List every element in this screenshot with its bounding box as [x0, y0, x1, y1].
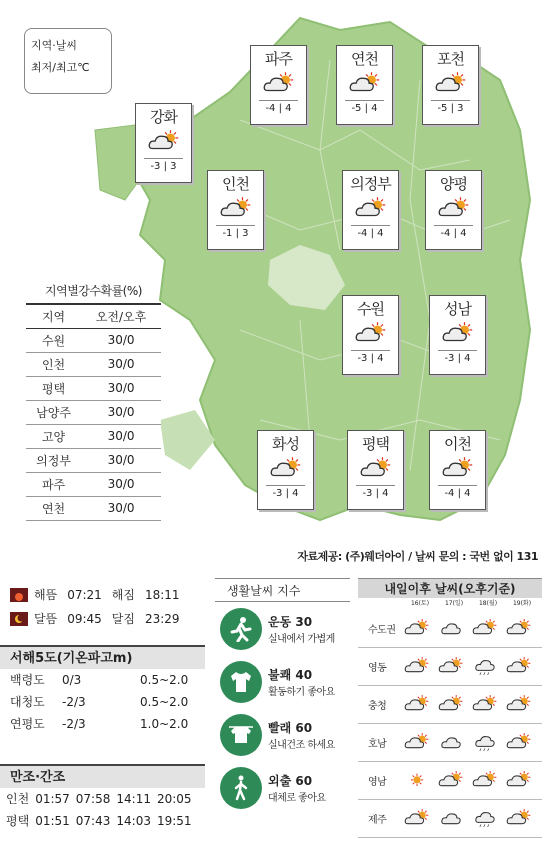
region-temps: -5 | 4 — [345, 100, 384, 116]
rain-region: 고양 — [41, 429, 66, 444]
wave-height: 1.0~2.0 — [140, 717, 189, 731]
partly-cloudy-icon — [259, 71, 299, 97]
high-temp: 3 — [170, 161, 177, 172]
high-temp: 4 — [460, 228, 467, 239]
wave-row — [0, 713, 205, 735]
life-index-score: 외출 60 — [268, 773, 313, 788]
west-sea-islands-panel — [0, 645, 205, 735]
region-card-pyeongtaek — [347, 430, 404, 510]
rain-region: 수원 — [41, 333, 66, 348]
region-temps: -4 | 4 — [434, 225, 473, 241]
tide-panel — [0, 764, 205, 832]
forecast-row — [358, 610, 542, 648]
rain-region: 남양주 — [36, 405, 71, 420]
partly-cloudy-icon — [502, 618, 536, 639]
rain-probability: 30/0 — [107, 357, 135, 371]
forecast-dates — [358, 598, 542, 610]
moonrise-icon — [10, 612, 28, 626]
region-temps: -3 | 3 — [144, 158, 183, 174]
rain-cloud-icon — [468, 808, 502, 829]
tide-time: 20:05 — [156, 792, 192, 806]
life-index-text — [268, 719, 335, 751]
rain-region: 평택 — [41, 381, 66, 396]
region-temps: -3 | 4 — [438, 350, 477, 366]
partly-cloudy-icon — [216, 196, 256, 222]
laundry-icon — [220, 714, 262, 756]
moonrise-label: 달뜸 — [34, 612, 58, 626]
high-temp: 4 — [292, 488, 299, 499]
rain-probability: 30/0 — [107, 333, 135, 347]
data-source-note: 자료제공: (주)웨더아이 / 날씨 문의 : 국번 없이 131 — [297, 550, 538, 563]
region-name: 파주 — [265, 50, 292, 68]
region-name: 의정부 — [350, 175, 391, 193]
tide-row — [0, 810, 205, 832]
partly-cloudy-icon — [502, 808, 536, 829]
tide-time: 07:43 — [75, 814, 111, 828]
forecast-region: 호남 — [368, 739, 387, 750]
forecast-region: 충청 — [368, 701, 387, 712]
tide-time: 07:58 — [75, 792, 111, 806]
rain-table-row — [26, 424, 161, 448]
partly-cloudy-icon — [468, 770, 502, 791]
forecast-row — [358, 762, 542, 800]
life-index-text — [268, 613, 335, 645]
forecast-region: 영남 — [368, 777, 387, 788]
partly-cloudy-icon — [434, 770, 468, 791]
region-card-uijeongbu — [342, 170, 399, 250]
high-temp: 4 — [382, 488, 389, 499]
region-name: 연천 — [351, 50, 378, 68]
rain-probability: 30/0 — [107, 381, 135, 395]
low-temp: -4 — [444, 488, 455, 499]
forecast-date: 16(토) — [410, 600, 430, 607]
header-region: 지역 — [41, 309, 66, 324]
island-name: 백령도 — [10, 673, 45, 687]
tide-time: 19:51 — [156, 814, 192, 828]
high-temp: 4 — [285, 103, 292, 114]
rain-cloud-icon — [468, 656, 502, 677]
partly-cloudy-icon — [144, 129, 184, 155]
rain-table-row — [26, 496, 161, 520]
partly-cloudy-icon — [502, 770, 536, 791]
moonset-time: 23:29 — [144, 612, 180, 626]
wave-height: 0.5~2.0 — [140, 673, 189, 687]
region-temps: -3 | 4 — [266, 485, 305, 501]
forecast-row — [358, 648, 542, 686]
rain-region: 연천 — [41, 501, 66, 516]
forecast-date: 18(월) — [478, 600, 498, 607]
rain-cloud-icon — [468, 732, 502, 753]
forecast-region: 제주 — [368, 815, 387, 826]
rain-table-row — [26, 472, 161, 496]
rain-probability: 30/0 — [107, 429, 135, 443]
region-card-suwon — [342, 295, 399, 375]
high-temp: 3 — [457, 103, 464, 114]
island-temp: -2/3 — [62, 717, 86, 731]
rain-table-row — [26, 328, 161, 352]
life-weather-index — [215, 578, 350, 814]
tide-time: 14:03 — [116, 814, 151, 828]
island-temp: 0/3 — [62, 673, 82, 687]
rain-probability: 30/0 — [107, 453, 135, 467]
region-card-icheon — [429, 430, 486, 510]
sunset-label: 해짐 — [111, 588, 135, 602]
forecast-region: 수도권 — [368, 625, 396, 636]
wave-row — [0, 669, 205, 691]
partly-cloudy-icon — [468, 618, 502, 639]
partly-cloudy-icon — [434, 656, 468, 677]
life-index-item — [215, 708, 350, 761]
low-temp: -3 — [150, 161, 161, 172]
life-index-score: 운동 30 — [268, 614, 313, 629]
rain-probability: 30/0 — [107, 405, 135, 419]
rain-probability-table — [26, 282, 161, 521]
rain-table-header — [26, 304, 161, 328]
wave-row — [0, 691, 205, 713]
tide-title: 만조·간조 — [0, 764, 205, 788]
header-am-pm: 오전/오후 — [95, 309, 147, 324]
forecast-row — [358, 724, 542, 762]
life-index-item — [215, 761, 350, 814]
walker-icon — [220, 767, 262, 809]
sunrise-time: 07:21 — [67, 588, 102, 602]
partly-cloudy-icon — [400, 808, 434, 829]
forecast-title: 내일이후 날씨(오후기준) — [358, 578, 542, 598]
wave-height: 0.5~2.0 — [140, 695, 189, 709]
region-name: 성남 — [444, 300, 471, 318]
legend-region-weather: 지역·날씨 — [31, 39, 78, 52]
life-index-item — [215, 602, 350, 655]
tide-location: 인천 — [6, 792, 30, 806]
island-name: 대청도 — [10, 695, 45, 709]
rain-table-row — [26, 448, 161, 472]
partly-cloudy-icon — [502, 656, 536, 677]
forecast-date: 19(화) — [512, 600, 532, 607]
life-index-advice: 활동하기 좋아요 — [268, 686, 335, 698]
partly-cloudy-icon — [356, 456, 396, 482]
life-index-advice: 대체로 좋아요 — [268, 792, 326, 804]
island-temp: -2/3 — [62, 695, 86, 709]
region-name: 포천 — [437, 50, 464, 68]
extended-forecast — [358, 578, 542, 838]
region-card-hwaseong — [257, 430, 314, 510]
region-card-paju — [250, 45, 307, 125]
region-name: 이천 — [444, 435, 471, 453]
forecast-row — [358, 686, 542, 724]
tide-row — [0, 788, 205, 810]
rain-probability: 30/0 — [107, 477, 135, 491]
low-temp: -1 — [222, 228, 233, 239]
rain-table-row — [26, 400, 161, 424]
shirt-icon — [220, 661, 262, 703]
region-name: 인천 — [222, 175, 249, 193]
low-temp: -5 — [351, 103, 362, 114]
low-temp: -3 — [357, 353, 368, 364]
tide-time: 01:57 — [35, 792, 70, 806]
partly-cloudy-icon — [502, 694, 536, 715]
region-name: 화성 — [272, 435, 299, 453]
rain-table-row — [26, 376, 161, 400]
partly-cloudy-icon — [351, 196, 391, 222]
region-temps: -4 | 4 — [351, 225, 390, 241]
cloudy-icon — [434, 732, 468, 753]
life-index-advice: 실내에서 가볍게 — [268, 633, 335, 645]
partly-cloudy-icon — [400, 618, 434, 639]
forecast-row — [358, 800, 542, 838]
region-card-incheon — [207, 170, 264, 250]
region-temps: -4 | 4 — [438, 485, 477, 501]
tide-time: 14:11 — [116, 792, 151, 806]
region-temps: -1 | 3 — [216, 225, 255, 241]
region-name: 평택 — [362, 435, 389, 453]
sunny-icon — [400, 770, 434, 791]
wave-title: 서해5도(기온파고m) — [0, 645, 205, 669]
high-temp: 3 — [242, 228, 249, 239]
region-name: 수원 — [357, 300, 384, 318]
region-card-ganghwa — [135, 103, 192, 183]
low-temp: -3 — [272, 488, 283, 499]
forecast-date: 17(일) — [444, 600, 464, 607]
rain-region: 의정부 — [36, 453, 71, 468]
life-index-item — [215, 655, 350, 708]
rain-region: 파주 — [41, 477, 66, 492]
tide-time: 01:51 — [35, 814, 70, 828]
partly-cloudy-icon — [434, 694, 468, 715]
sun-row — [0, 583, 205, 607]
map-legend — [24, 28, 112, 94]
region-card-yangpyeong — [425, 170, 482, 250]
cloudy-icon — [434, 808, 468, 829]
rain-table-row — [26, 352, 161, 376]
moonset-label: 달짐 — [111, 612, 135, 626]
life-index-score: 빨래 60 — [268, 720, 313, 735]
low-temp: -4 — [265, 103, 276, 114]
partly-cloudy-icon — [438, 321, 478, 347]
moonrise-time: 09:45 — [67, 612, 102, 626]
runner-icon — [220, 608, 262, 650]
region-card-pocheon — [422, 45, 479, 125]
sun-moon-times — [0, 583, 205, 631]
sunrise-label: 해뜸 — [34, 588, 58, 602]
partly-cloudy-icon — [434, 196, 474, 222]
partly-cloudy-icon — [351, 321, 391, 347]
region-name: 양평 — [440, 175, 467, 193]
low-temp: -3 — [444, 353, 455, 364]
high-temp: 4 — [464, 353, 471, 364]
tide-location: 평택 — [6, 814, 30, 828]
partly-cloudy-icon — [400, 732, 434, 753]
life-index-text — [268, 772, 326, 804]
low-temp: -4 — [357, 228, 368, 239]
rain-table-title: 지역별강수확률(%) — [45, 284, 142, 298]
rain-region: 인천 — [41, 357, 66, 372]
high-temp: 4 — [377, 353, 384, 364]
moon-row — [0, 607, 205, 631]
region-temps: -5 | 3 — [431, 100, 470, 116]
partly-cloudy-icon — [400, 694, 434, 715]
life-index-score: 불쾌 40 — [268, 667, 313, 682]
partly-cloudy-icon — [431, 71, 471, 97]
island-name: 연평도 — [10, 717, 45, 731]
low-temp: -4 — [440, 228, 451, 239]
partly-cloudy-icon — [468, 694, 502, 715]
low-temp: -5 — [437, 103, 448, 114]
region-card-seongnam — [429, 295, 486, 375]
partly-cloudy-icon — [400, 656, 434, 677]
region-temps: -3 | 4 — [356, 485, 395, 501]
sunrise-icon — [10, 588, 28, 602]
sunset-time: 18:11 — [144, 588, 180, 602]
partly-cloudy-icon — [345, 71, 385, 97]
partly-cloudy-icon — [502, 732, 536, 753]
region-card-yeoncheon — [336, 45, 393, 125]
partly-cloudy-icon — [438, 456, 478, 482]
cloudy-icon — [434, 618, 468, 639]
life-index-title: 생활날씨 지수 — [215, 578, 350, 602]
region-name: 강화 — [150, 108, 177, 126]
high-temp: 4 — [377, 228, 384, 239]
partly-cloudy-icon — [266, 456, 306, 482]
region-temps: -4 | 4 — [259, 100, 298, 116]
high-temp: 4 — [464, 488, 471, 499]
high-temp: 4 — [371, 103, 378, 114]
legend-low-high: 최저/최고℃ — [31, 61, 90, 74]
low-temp: -3 — [362, 488, 373, 499]
region-temps: -3 | 4 — [351, 350, 390, 366]
life-index-text — [268, 666, 335, 698]
rain-probability: 30/0 — [107, 501, 135, 515]
forecast-region: 영동 — [368, 663, 387, 674]
life-index-advice: 실내건조 하세요 — [268, 739, 335, 751]
